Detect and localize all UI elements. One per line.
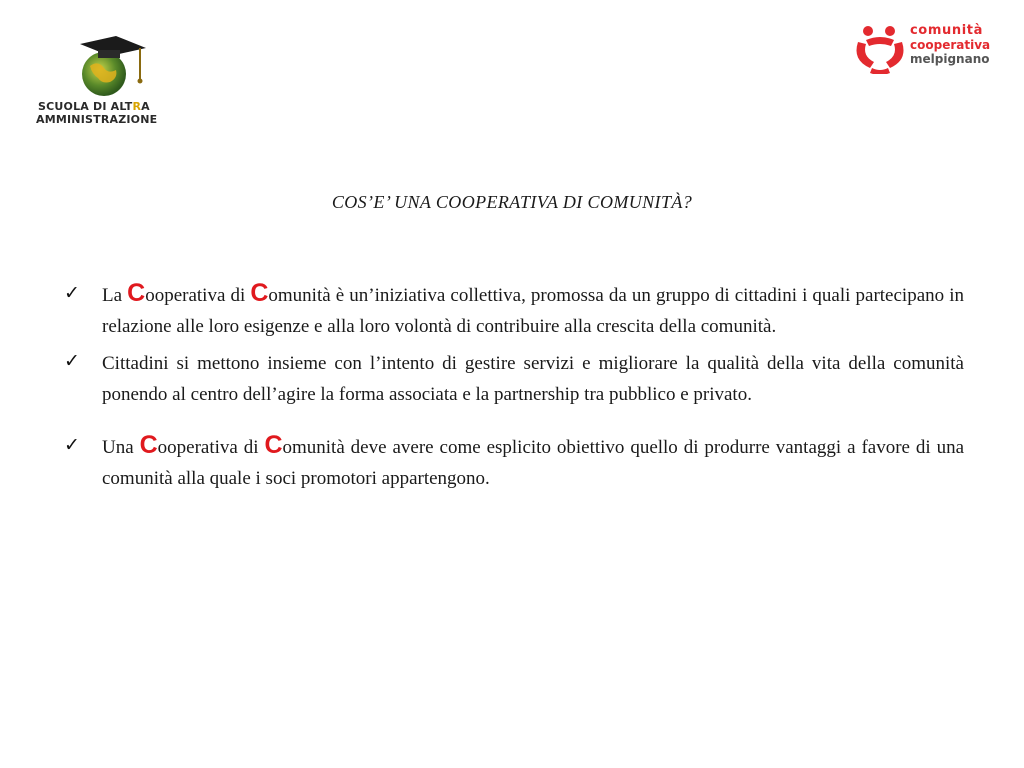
list-item — [64, 280, 964, 342]
bullet-text: Una Cooperativa di Comunità deve avere come esplicito obiettivo quello di produrre vantaggi a favore di una comunità alla quale i soci promotori appartengono. — [102, 431, 964, 489]
list-item — [64, 348, 964, 410]
checkmark-icon: ✓ — [64, 350, 80, 372]
people-circle-icon — [852, 24, 908, 74]
comunita-cooperativa-logo — [852, 22, 1002, 78]
checkmark-icon: ✓ — [64, 434, 80, 456]
slide-title: COS’E’ UNA COOPERATIVA DI COMUNITÀ? — [331, 192, 693, 212]
scuola-logo-line1: SCUOLA DI ALTRA — [38, 100, 150, 113]
scuola-logo-line2: AMMINISTRAZIONE — [36, 113, 158, 126]
scuola-logo — [36, 34, 156, 130]
bullet-text: La Cooperativa di Comunità è un’iniziativa collettiva, promossa da un gruppo di cittadini i quali partecipano in relazione alle loro esigenze e alla loro volontà di contribuire alla crescita della comunità. — [102, 279, 964, 337]
logo-word-comunita: comunità — [910, 23, 983, 38]
bullet-list — [64, 280, 964, 494]
logo-word-cooperativa: cooperativa — [910, 38, 991, 52]
checkmark-icon: ✓ — [64, 282, 80, 304]
list-item — [64, 432, 964, 494]
logo-word-melpignano: melpignano — [910, 52, 990, 66]
globe-graduation-cap-icon — [76, 34, 148, 98]
bullet-text: Cittadini si mettono insieme con l’intento di gestire servizi e migliorare la qualità della vita della comunità ponendo al centro dell’agire la forma associata e la partnership tra pubblico e privato. — [102, 353, 964, 405]
